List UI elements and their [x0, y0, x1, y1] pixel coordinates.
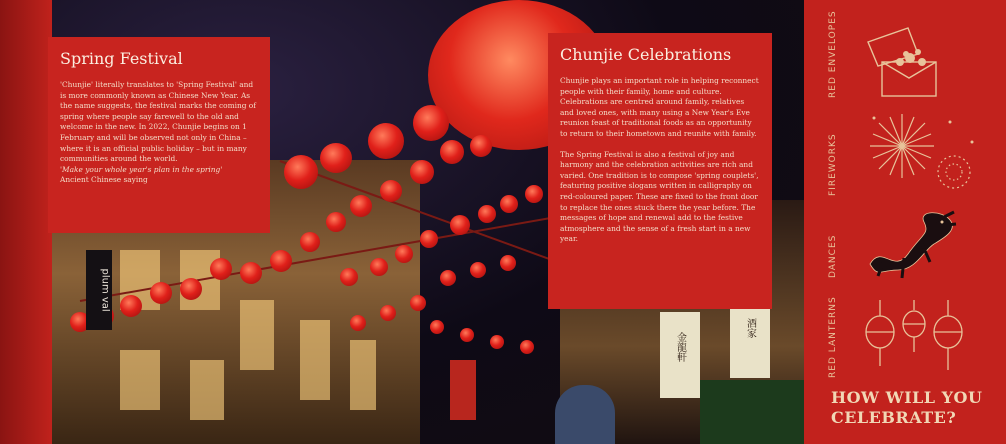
chinese-sign-right-text: 酒家 — [744, 318, 756, 338]
window — [300, 320, 330, 400]
red-envelope-icon — [860, 18, 944, 102]
lantern — [440, 140, 464, 164]
lantern — [240, 262, 262, 284]
dragon-icon — [864, 204, 960, 284]
restaurant-sign-left — [660, 312, 700, 398]
lantern — [150, 282, 172, 304]
lantern — [470, 135, 492, 157]
chinese-sign-left-text: 金龍軒 — [674, 332, 686, 362]
lantern — [500, 195, 518, 213]
pedestrian — [555, 385, 615, 444]
lantern — [460, 328, 474, 342]
chunjie-paragraph-2: The Spring Festival is also a festival of joy and harmony and the celebration activities are rich and varied. One tradition is to compose 'spring couplets', featuring positive slogans written in calligraphy on red-coloured paper. These are fixed to the front door to replace the ones stuck there the year before. The messages of hope and renewal add to the festive atmosphere and the sense of a fresh start in a new year. — [560, 149, 759, 244]
lantern — [420, 230, 438, 248]
how-will-you-celebrate — [831, 388, 982, 428]
chunjie-paragraph-1: Chunjie plays an important role in helping reconnect people with their family, home and culture. Celebrations are centred around family, relatives and loved ones, with many using a New Year's Eve reunion feast of traditional foods as an opportunity to return to their hometown and reunite with family. — [560, 76, 759, 138]
lantern — [520, 340, 534, 354]
red-banner — [450, 360, 476, 420]
lantern — [490, 335, 504, 349]
restaurant-sign-right — [730, 308, 770, 378]
cta-line-2: CELEBRATE? — [831, 408, 957, 427]
lantern — [320, 143, 352, 173]
plum-sign-text: plum val — [99, 268, 111, 312]
lantern — [380, 180, 402, 202]
spring-festival-title: Spring Festival — [60, 49, 183, 68]
chunjie-celebrations-title: Chunjie Celebrations — [560, 45, 732, 64]
lantern — [430, 320, 444, 334]
chunjie-celebrations-panel — [548, 33, 772, 309]
fireworks-label: FIREWORKS — [828, 133, 838, 196]
lantern — [478, 205, 496, 223]
spring-festival-quote-source: Ancient Chinese saying — [60, 175, 148, 185]
spring-festival-body: 'Chunjie' literally translates to 'Spring Festival' and is more commonly known as Chinese New Year. As the name suggests, the festival marks the coming of spring where people say farewell to the old and welcome in the new. In 2022, Chunjie begins on 1 February and will be observed not only in China – where it is an official public holiday – but in many communities around the world. — [60, 80, 256, 164]
lantern — [440, 270, 456, 286]
left-edge-pillar — [0, 0, 52, 444]
lantern — [500, 255, 516, 271]
window — [120, 350, 160, 410]
window — [240, 300, 274, 370]
spring-festival-quote: 'Make your whole year's plan in the spring' — [60, 164, 223, 174]
lantern — [370, 258, 388, 276]
cta-line-1: HOW WILL YOU — [831, 388, 983, 407]
lantern — [180, 278, 202, 300]
lantern — [350, 195, 372, 217]
red-lanterns-label: RED LANTERNS — [828, 296, 838, 378]
plum-valley-sign — [86, 250, 112, 330]
lantern — [410, 295, 426, 311]
lantern — [395, 245, 413, 263]
spring-festival-panel — [48, 37, 270, 233]
lantern — [270, 250, 292, 272]
lantern — [350, 315, 366, 331]
lantern — [326, 212, 346, 232]
lantern — [300, 232, 320, 252]
window — [350, 340, 376, 410]
lantern — [120, 295, 142, 317]
lantern — [284, 155, 318, 189]
fireworks-icon — [862, 108, 982, 198]
lantern — [210, 258, 232, 280]
lantern — [525, 185, 543, 203]
plants — [700, 380, 804, 444]
red-envelopes-label: RED ENVELOPES — [828, 10, 838, 98]
lantern — [410, 160, 434, 184]
red-lanterns-icon — [862, 300, 972, 380]
lantern — [368, 123, 404, 159]
window — [190, 360, 224, 420]
lantern — [470, 262, 486, 278]
lantern — [340, 268, 358, 286]
lantern — [380, 305, 396, 321]
lantern — [450, 215, 470, 235]
lantern — [413, 105, 449, 141]
dances-label: DANCES — [828, 234, 838, 278]
